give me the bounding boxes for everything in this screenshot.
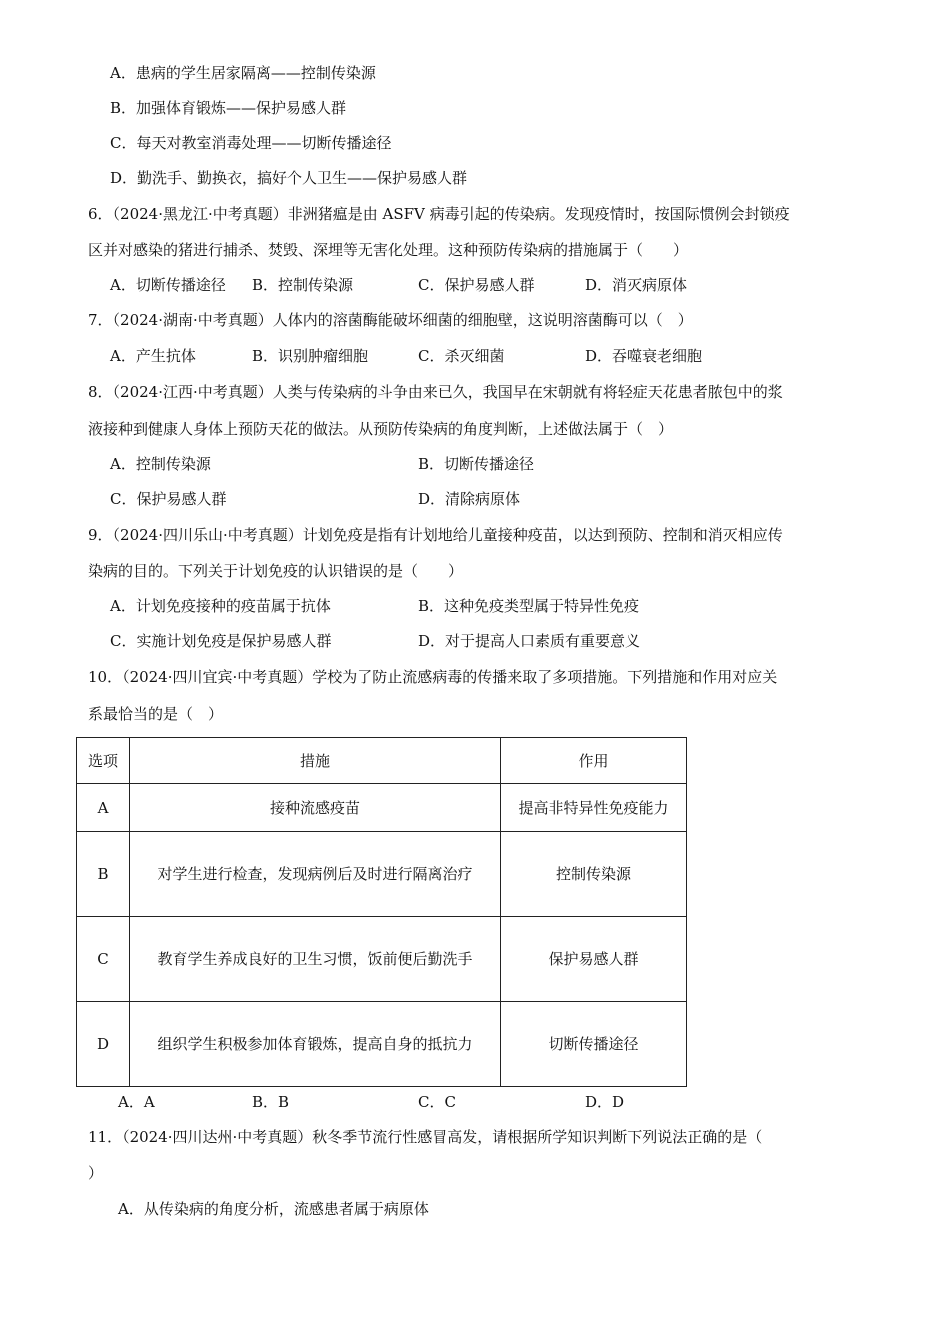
q9-stem-line1: 9．（2024·四川乐山·中考真题）计划免疫是指有计划地给儿童接种疫苗，以达到预防、控制和消灭相应传: [88, 526, 783, 544]
q8-stem-line1: 8．（2024·江西·中考真题）人类与传染病的斗争由来已久，我国早在宋朝就有将轻症天花患者脓包中的浆: [88, 383, 783, 401]
q11-stem-line1: 11．（2024·四川达州·中考真题）秋冬季节流行性感冒高发，请根据所学知识判断下列说法正确的是（: [88, 1128, 763, 1146]
table-cell-option: D: [77, 1002, 130, 1087]
table-cell-option: C: [77, 917, 130, 1002]
table-cell-option: A: [77, 784, 130, 832]
q8-option-b: B．切断传播途径: [418, 455, 535, 473]
q9-option-b: B．这种免疫类型属于特异性免疫: [418, 597, 640, 615]
q10-option-b: B．B: [252, 1093, 290, 1111]
q7-option-c: C．杀灭细菌: [418, 347, 505, 365]
table-row: [77, 917, 687, 1002]
table-cell-effect: 提高非特异性免疫能力: [501, 784, 687, 832]
q6-stem-line2: 区并对感染的猪进行捕杀、焚毁、深埋等无害化处理。这种预防传染病的措施属于（ ）: [88, 241, 689, 259]
table-cell-measure: 接种流感疫苗: [130, 784, 501, 832]
q6-option-b: B．控制传染源: [252, 276, 354, 294]
q9-option-a: A．计划免疫接种的疫苗属于抗体: [110, 597, 331, 615]
q7-option-a: A．产生抗体: [110, 347, 196, 365]
q5-option-b: B．加强体育锻炼——保护易感人群: [110, 99, 347, 117]
q9-option-d: D．对于提高人口素质有重要意义: [418, 632, 641, 650]
q8-option-d: D．清除病原体: [418, 490, 521, 508]
table-header-measure: 措施: [130, 738, 501, 784]
q10-stem-line2: 系最恰当的是（ ）: [88, 705, 224, 723]
table-cell-option: B: [77, 832, 130, 917]
q6-option-c: C．保护易感人群: [418, 276, 535, 294]
q6-option-d: D．消灭病原体: [585, 276, 688, 294]
q10-option-d: D．D: [585, 1093, 625, 1111]
q7-stem-line1: 7．（2024·湖南·中考真题）人体内的溶菌酶能破坏细菌的细胞壁，这说明溶菌酶可以（ ）: [88, 311, 693, 329]
q9-stem-line2: 染病的目的。下列关于计划免疫的认识错误的是（ ）: [88, 562, 464, 580]
table-row: [77, 1002, 687, 1087]
q11-option-a: A．从传染病的角度分析，流感患者属于病原体: [118, 1200, 429, 1218]
q7-option-b: B．识别肿瘤细胞: [252, 347, 369, 365]
q6-option-a: A．切断传播途径: [110, 276, 226, 294]
table-header-option: 选项: [77, 738, 130, 784]
q8-stem-line2: 液接种到健康人身体上预防天花的做法。从预防传染病的角度判断，上述做法属于（ ）: [88, 420, 674, 438]
q10-stem-line1: 10．（2024·四川宜宾·中考真题）学校为了防止流感病毒的传播来取了多项措施。下列措施和作用对应关: [88, 668, 778, 686]
q8-option-c: C．保护易感人群: [110, 490, 227, 508]
q5-option-c: C．每天对教室消毒处理——切断传播途径: [110, 134, 392, 152]
q7-option-d: D．吞噬衰老细胞: [585, 347, 703, 365]
table-cell-effect: 控制传染源: [501, 832, 687, 917]
table-cell-measure: 组织学生积极参加体育锻炼，提高自身的抵抗力: [130, 1002, 501, 1087]
table-header-row: [77, 738, 687, 784]
q9-option-c: C．实施计划免疫是保护易感人群: [110, 632, 332, 650]
table-row: [77, 832, 687, 917]
table-cell-measure: 对学生进行检查，发现病例后及时进行隔离治疗: [130, 832, 501, 917]
q5-option-d: D．勤洗手、勤换衣，搞好个人卫生——保护易感人群: [110, 169, 468, 187]
q8-option-a: A．控制传染源: [110, 455, 211, 473]
table-header-effect: 作用: [501, 738, 687, 784]
q10-option-c: C．C: [418, 1093, 456, 1111]
q10-option-a: A．A: [118, 1093, 155, 1111]
q10-table: [76, 737, 687, 1087]
table-cell-effect: 切断传播途径: [501, 1002, 687, 1087]
table-row: [77, 784, 687, 832]
q5-option-a: A．患病的学生居家隔离——控制传染源: [110, 64, 376, 82]
q6-stem-line1: 6．（2024·黑龙江·中考真题）非洲猪瘟是由 ASFV 病毒引起的传染病。发现疫情时，按国际惯例会封锁疫: [88, 205, 790, 223]
q11-stem-line2: ）: [88, 1164, 104, 1182]
table-cell-effect: 保护易感人群: [501, 917, 687, 1002]
table-cell-measure: 教育学生养成良好的卫生习惯，饭前便后勤洗手: [130, 917, 501, 1002]
